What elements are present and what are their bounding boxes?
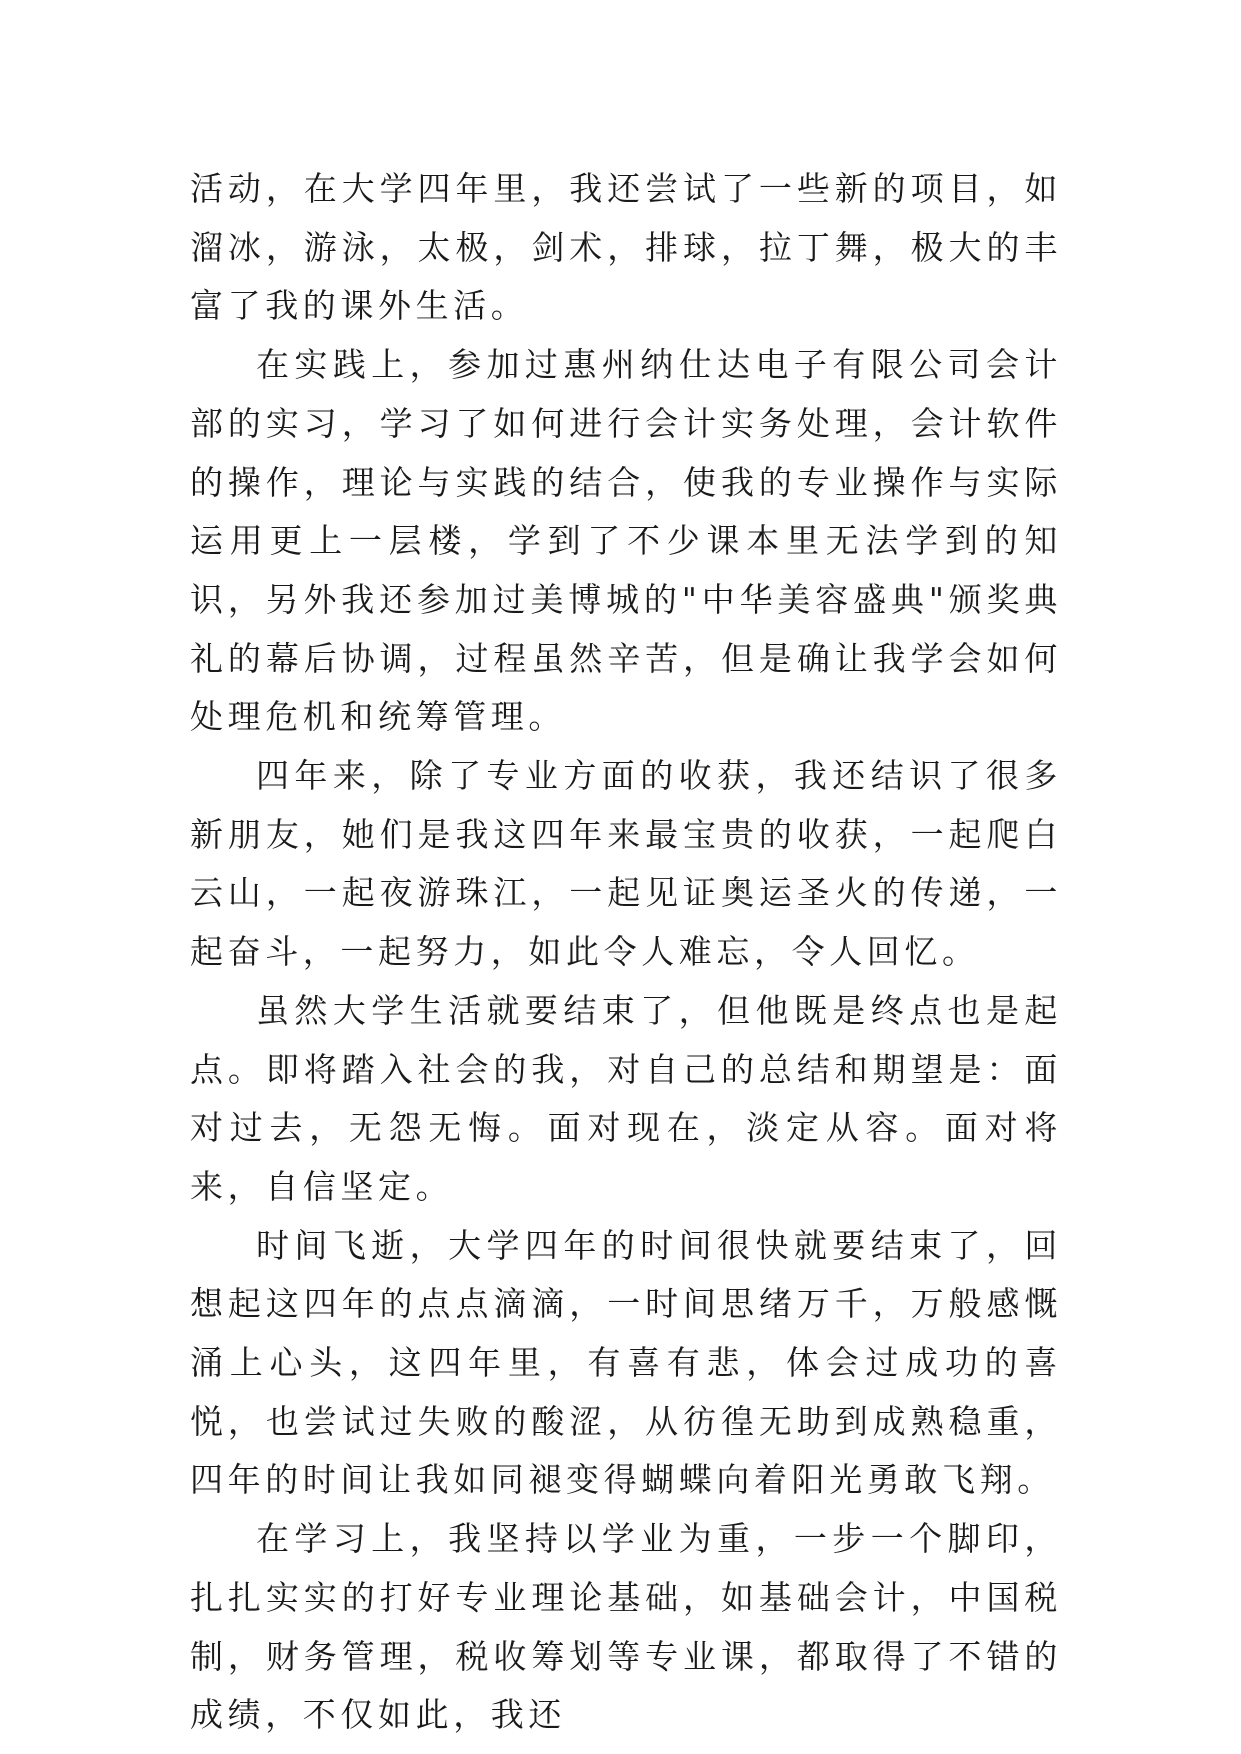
paragraph-study: 在学习上，我坚持以学业为重，一步一个脚印，扎扎实实的打好专业理论基础，如基础会计，中国税制，财务管理，税收筹划等专业课，都取得了不错的成绩，不仅如此，我还: [190, 1519, 1062, 1735]
paragraph-continuation: 活动，在大学四年里，我还尝试了一些新的项目，如溜冰，游泳，太极，剑术，排球，拉丁舞，极大的丰富了我的课外生活。: [190, 169, 1062, 326]
paragraph-summary: 虽然大学生活就要结束了，但他既是终点也是起点。即将踏入社会的我，对自己的总结和期望是：面对过去，无怨无悔。面对现在，淡定从容。面对将来，自信坚定。: [190, 990, 1062, 1206]
paragraph-reflection: 时间飞逝，大学四年的时间很快就要结束了，回想起这四年的点点滴滴，一时间思绪万千，万般感慨涌上心头，这四年里，有喜有悲，体会过成功的喜悦，也尝试过失败的酸涩，从彷徨无助到成熟稳重，四年的时间让我如同褪变得蝴蝶向着阳光勇敢飞翔。: [190, 1225, 1062, 1500]
paragraph-practice: 在实践上，参加过惠州纳仕达电子有限公司会计部的实习，学习了如何进行会计实务处理，会计软件的操作，理论与实践的结合，使我的专业操作与实际运用更上一层楼，学到了不少课本里无法学到的知识，另外我还参加过美博城的"中华美容盛典"颁奖典礼的幕后协调，过程虽然辛苦，但是确让我学会如何处理危机和统筹管理。: [190, 345, 1062, 737]
paragraph-friends: 四年来，除了专业方面的收获，我还结识了很多新朋友，她们是我这四年来最宝贵的收获，一起爬白云山，一起夜游珠江，一起见证奥运圣火的传递，一起奋斗，一起努力，如此令人难忘，令人回忆。: [190, 756, 1062, 972]
document-body: [190, 160, 1062, 1745]
